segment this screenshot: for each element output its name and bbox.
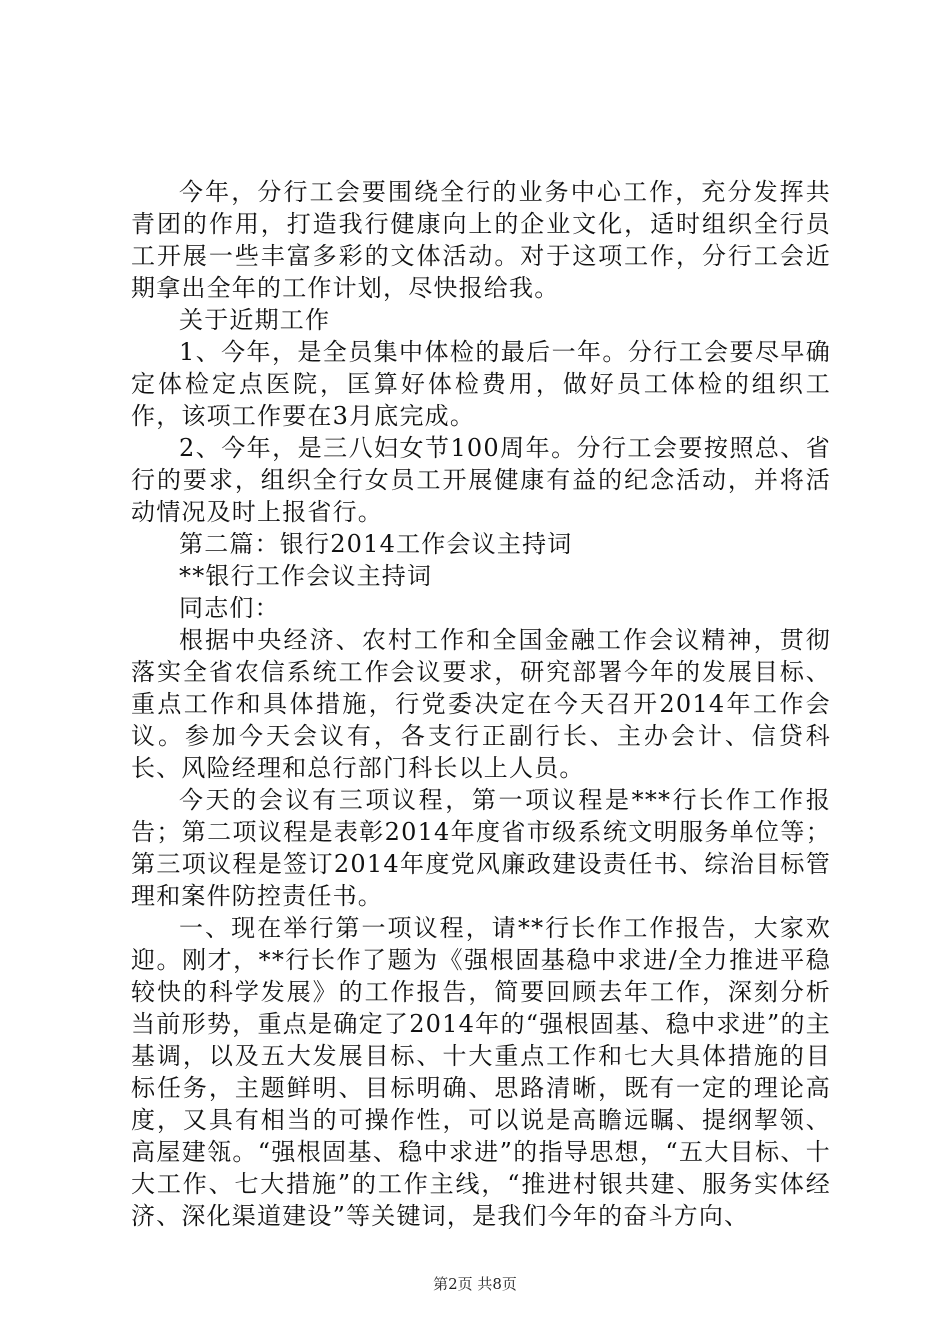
heading-part-two: 第二篇：银行2014工作会议主持词 (179, 530, 573, 558)
document-body (131, 176, 831, 1232)
heading-host-speech: **银行工作会议主持词 (179, 562, 433, 590)
page-number-footer: 第2页 共8页 (433, 1275, 517, 1293)
paragraph-agenda: 今天的会议有三项议程，第一项议程是***行长作工作报告；第二项议程是表彰2014年度省市级系统文明服务单位等；第三项议程是签订2014年度党风廉政建设责任书、综治目标管理和案件防控责任书。 (131, 786, 831, 910)
paragraph-womens-day: 2、今年，是三八妇女节100周年。分行工会要按照总、省行的要求，组织全行女员工开展健康有益的纪念活动，并将活动情况及时上报省行。 (131, 434, 831, 526)
paragraph-first-item: 一、现在举行第一项议程，请**行长作工作报告，大家欢迎。刚才，**行长作了题为《强根固基稳中求进/全力推进平稳较快的科学发展》的工作报告，简要回顾去年工作，深刻分析当前形势，重点是确定了2014年的“强根固基、稳中求进”的主基调，以及五大发展目标、十大重点工作和七大具体措施的目标任务，主题鲜明、目标明确、思路清晰，既有一定的理论高度，又具有相当的可操作性，可以说是高瞻远瞩、提纲挈领、高屋建瓴。“强根固基、稳中求进”的指导思想，“五大目标、十大工作、七大措施”的工作主线，“推进村银共建、服务实体经济、深化渠道建设”等关键词，是我们今年的奋斗方向、 (131, 914, 831, 1230)
heading-recent-work: 关于近期工作 (179, 306, 331, 334)
salutation: 同志们： (179, 594, 280, 622)
paragraph-meeting-purpose: 根据中央经济、农村工作和全国金融工作会议精神，贯彻落实全省农信系统工作会议要求，研究部署今年的发展目标、重点工作和具体措施，行党委决定在今天召开2014年工作会议。参加今天会议有，各支行正副行长、主办会计、信贷科长、风险经理和总行部门科长以上人员。 (131, 626, 831, 782)
paragraph-union-plan: 今年，分行工会要围绕全行的业务中心工作，充分发挥共青团的作用，打造我行健康向上的企业文化，适时组织全行员工开展一些丰富多彩的文体活动。对于这项工作，分行工会近期拿出全年的工作计划，尽快报给我。 (131, 178, 831, 302)
paragraph-health-check: 1、今年，是全员集中体检的最后一年。分行工会要尽早确定体检定点医院，匡算好体检费用，做好员工体检的组织工作，该项工作要在3月底完成。 (131, 338, 831, 430)
